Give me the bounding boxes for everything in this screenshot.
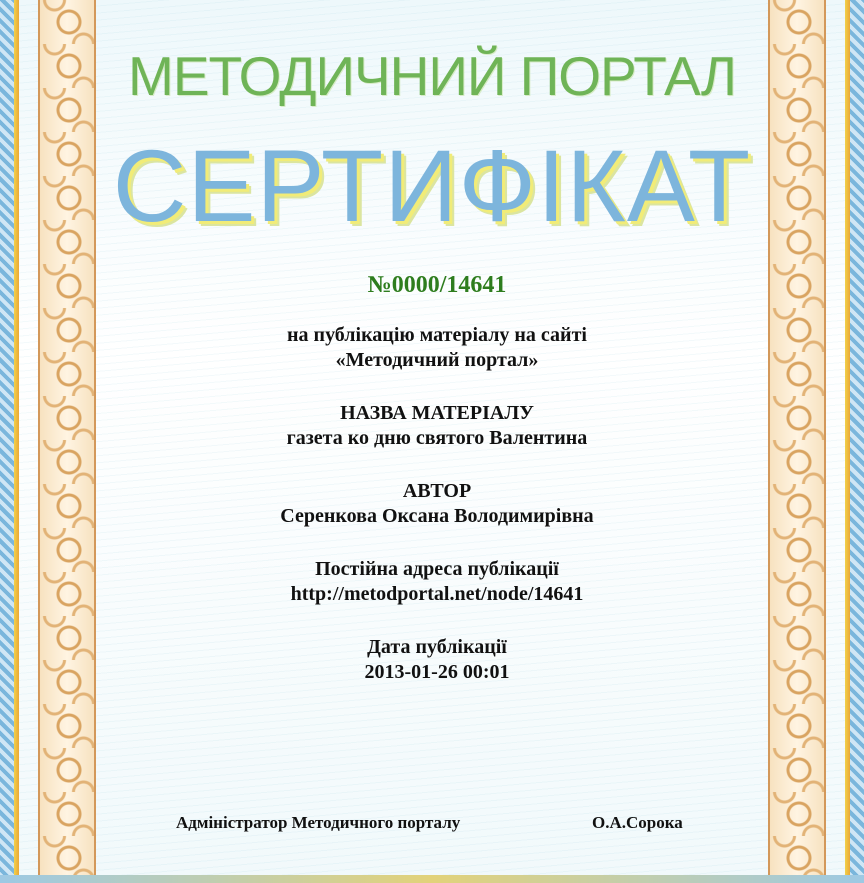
- author-block: [140, 479, 734, 529]
- material-block: [140, 401, 734, 451]
- certificate-title: СЕРТИФІКАТ: [112, 129, 752, 243]
- address-block: [140, 557, 734, 607]
- admin-label: Адміністратор Методичного порталу: [176, 813, 461, 832]
- publication-block: [140, 323, 734, 373]
- publication-line-2: «Методичний портал»: [335, 349, 539, 371]
- address-label: Постійна адреса публікації: [315, 558, 559, 580]
- bottom-border: [0, 875, 864, 883]
- author-label: АВТОР: [402, 480, 472, 502]
- date-label: Дата публікації: [367, 636, 507, 658]
- author-value: Серенкова Оксана Володимирівна: [280, 505, 594, 527]
- material-value: газета ко дню святого Валентина: [286, 427, 588, 449]
- certificate-number: №0000/14641: [367, 272, 507, 298]
- admin-name: О.А.Сорока: [592, 813, 683, 832]
- material-label: НАЗВА МАТЕРІАЛУ: [340, 402, 534, 424]
- certificate-body: [140, 272, 734, 713]
- portal-title: МЕТОДИЧНИЙ ПОРТАЛ: [128, 45, 736, 107]
- publication-line-1: на публікацію матеріалу на сайті: [287, 324, 587, 346]
- date-value: 2013-01-26 00:01: [364, 661, 510, 683]
- address-value: http://metodportal.net/node/14641: [290, 583, 584, 605]
- date-block: [140, 635, 734, 685]
